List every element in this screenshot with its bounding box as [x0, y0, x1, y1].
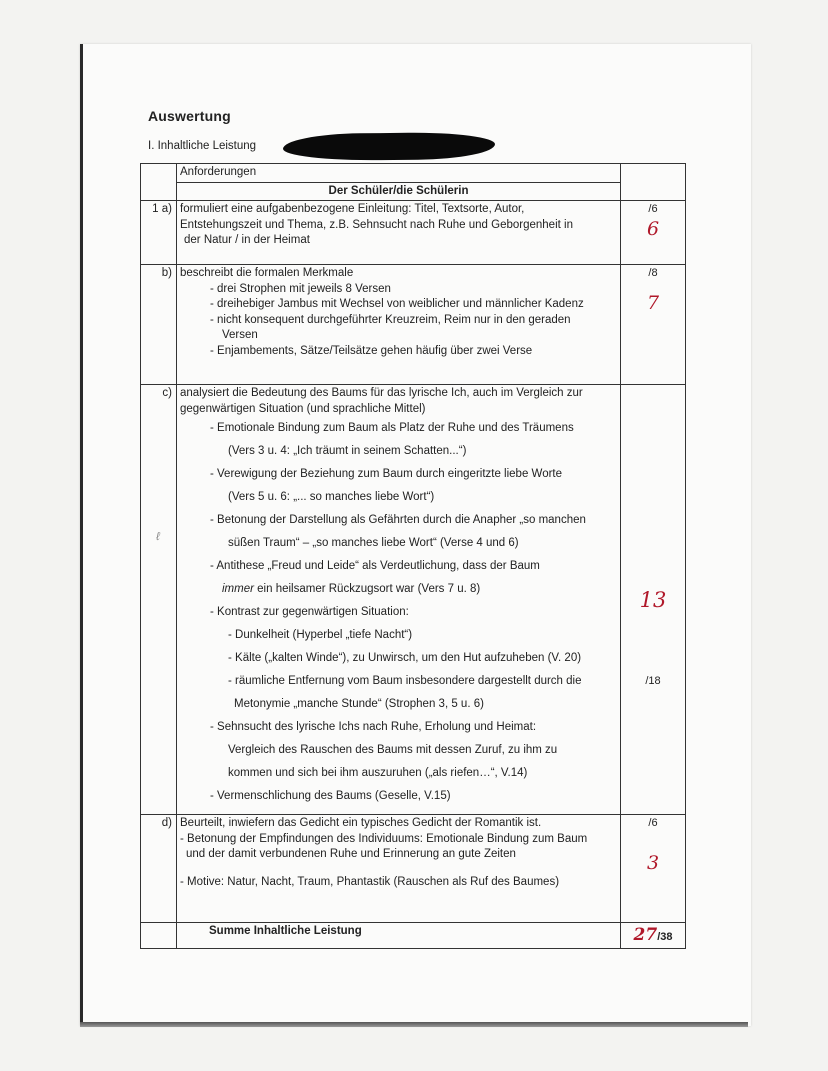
- row-content-c: [177, 385, 621, 815]
- row-a-line: formuliert eine aufgabenbezogene Einleitung: Titel, Textsorte, Autor,: [180, 203, 525, 216]
- table-row-a: [141, 201, 686, 265]
- list-item: Versen: [222, 329, 258, 342]
- sum-max: /38: [657, 931, 673, 944]
- table-row-sum: [141, 923, 686, 949]
- row-label-a: 1 a): [141, 201, 177, 265]
- row-content-a: [177, 201, 621, 265]
- row-points-d: [621, 815, 686, 923]
- section-title: I. Inhaltliche Leistung: [148, 140, 257, 152]
- max-points: /18: [645, 675, 661, 688]
- list-item: - Kälte („kalten Winde“), zu Unwirsch, um den Hut aufzuheben (V. 20): [228, 652, 582, 665]
- list-item: (Vers 3 u. 4: „Ich träumt in seinem Schatten...“): [228, 445, 467, 458]
- row-points-c: [621, 385, 686, 815]
- table-row-b: [141, 265, 686, 385]
- row-a-line: der Natur / in der Heimat: [184, 234, 310, 247]
- table-header-row: [141, 164, 686, 183]
- row-label-c-text: c): [162, 387, 172, 400]
- table-subheader-row: [141, 182, 686, 201]
- list-item-text: ein heilsamer Rückzugsort war (Vers 7 u. 8): [257, 583, 481, 596]
- row-label-d: d): [141, 815, 177, 923]
- list-item: Metonymie „manche Stunde“ (Strophen 3, 5 u. 6): [234, 698, 484, 711]
- list-item: - Emotionale Bindung zum Baum als Platz der Ruhe und des Träumens: [210, 422, 574, 435]
- list-item: süßen Traum“ – „so manches liebe Wort“ (Verse 4 und 6): [228, 537, 519, 550]
- max-points: /6: [648, 817, 658, 830]
- evaluation-table: [140, 163, 686, 949]
- handwritten-score: 13: [639, 588, 667, 613]
- list-item: - Kontrast zur gegenwärtigen Situation:: [210, 606, 409, 619]
- sum-points: [621, 923, 686, 949]
- list-item: [180, 578, 617, 601]
- list-item: (Vers 5 u. 6: „... so manches liebe Wort“): [228, 491, 435, 504]
- list-item: - Betonung der Darstellung als Gefährten durch die Anapher „so manchen: [210, 514, 586, 527]
- handwritten-score: 7: [646, 291, 660, 314]
- row-a-line: Entstehungszeit und Thema, z.B. Sehnsucht nach Ruhe und Geborgenheit in: [180, 218, 573, 231]
- list-item: - Betonung der Empfindungen des Individuums: Emotionale Bindung zum Baum: [180, 832, 588, 845]
- list-item: - Motive: Natur, Nacht, Traum, Phantastik (Rauschen als Ruf des Baumes): [180, 875, 560, 888]
- row-points-b: [621, 265, 686, 385]
- max-points: /8: [648, 267, 658, 280]
- row-label-b: b): [141, 265, 177, 385]
- header-requirements: Anforderungen: [177, 164, 621, 183]
- list-item: Vergleich des Rauschen des Baums mit dessen Zuruf, zu ihm zu: [228, 744, 558, 757]
- list-item: - dreihebiger Jambus mit Wechsel von weiblicher und männlicher Kadenz: [210, 298, 584, 311]
- list-item: - Dunkelheit (Hyperbel „tiefe Nacht“): [228, 629, 413, 642]
- row-b-intro: beschreibt die formalen Merkmale: [180, 267, 354, 280]
- row-c-intro: gegenwärtigen Situation (und sprachliche Mittel): [180, 402, 426, 415]
- row-d-intro: Beurteilt, inwiefern das Gedicht ein typisches Gedicht der Romantik ist.: [180, 817, 542, 830]
- list-item: - nicht konsequent durchgeführter Kreuzreim, Reim nur in den geraden: [210, 313, 571, 326]
- list-item: - Verewigung der Beziehung zum Baum durch eingeritzte liebe Worte: [210, 468, 563, 481]
- list-item: - Vermenschlichung des Baums (Geselle, V.15): [210, 790, 451, 803]
- max-points: /6: [648, 203, 658, 216]
- italic-immer: immer: [222, 583, 254, 596]
- row-label-c: [141, 385, 177, 815]
- handwritten-total: 27: [633, 925, 658, 946]
- row-content-d: [177, 815, 621, 923]
- list-item: - drei Strophen mit jeweils 8 Versen: [210, 282, 391, 295]
- table-row-d: [141, 815, 686, 923]
- list-item: - räumliche Entfernung vom Baum insbesondere dargestellt durch die: [228, 675, 582, 688]
- table-row-c: [141, 385, 686, 815]
- list-item: kommen und sich bei ihm auszuruhen („als riefen…“, V.14): [228, 767, 528, 780]
- list-item: und der damit verbundenen Ruhe und Erinnerung an gute Zeiten: [186, 848, 516, 861]
- handwritten-score: 6: [646, 217, 660, 240]
- row-points-a: [621, 201, 686, 265]
- header-student: Der Schüler/die Schülerin: [177, 182, 621, 201]
- list-item: - Antithese „Freud und Leide“ als Verdeutlichung, dass der Baum: [210, 560, 540, 573]
- row-c-intro: analysiert die Bedeutung des Baums für das lyrische Ich, auch im Vergleich zur: [180, 387, 583, 400]
- list-item: - Enjambements, Sätze/Teilsätze gehen häufig über zwei Verse: [210, 344, 533, 357]
- row-content-b: [177, 265, 621, 385]
- handwritten-score: 3: [646, 851, 660, 874]
- page-bottom-edge: [80, 1022, 748, 1027]
- list-item: - Sehnsucht des lyrische Ichs nach Ruhe, Erholung und Heimat:: [210, 721, 537, 734]
- document-title: Auswertung: [148, 108, 231, 124]
- pencil-mark: ℓ: [156, 530, 160, 543]
- sum-label: Summe Inhaltliche Leistung: [177, 923, 621, 949]
